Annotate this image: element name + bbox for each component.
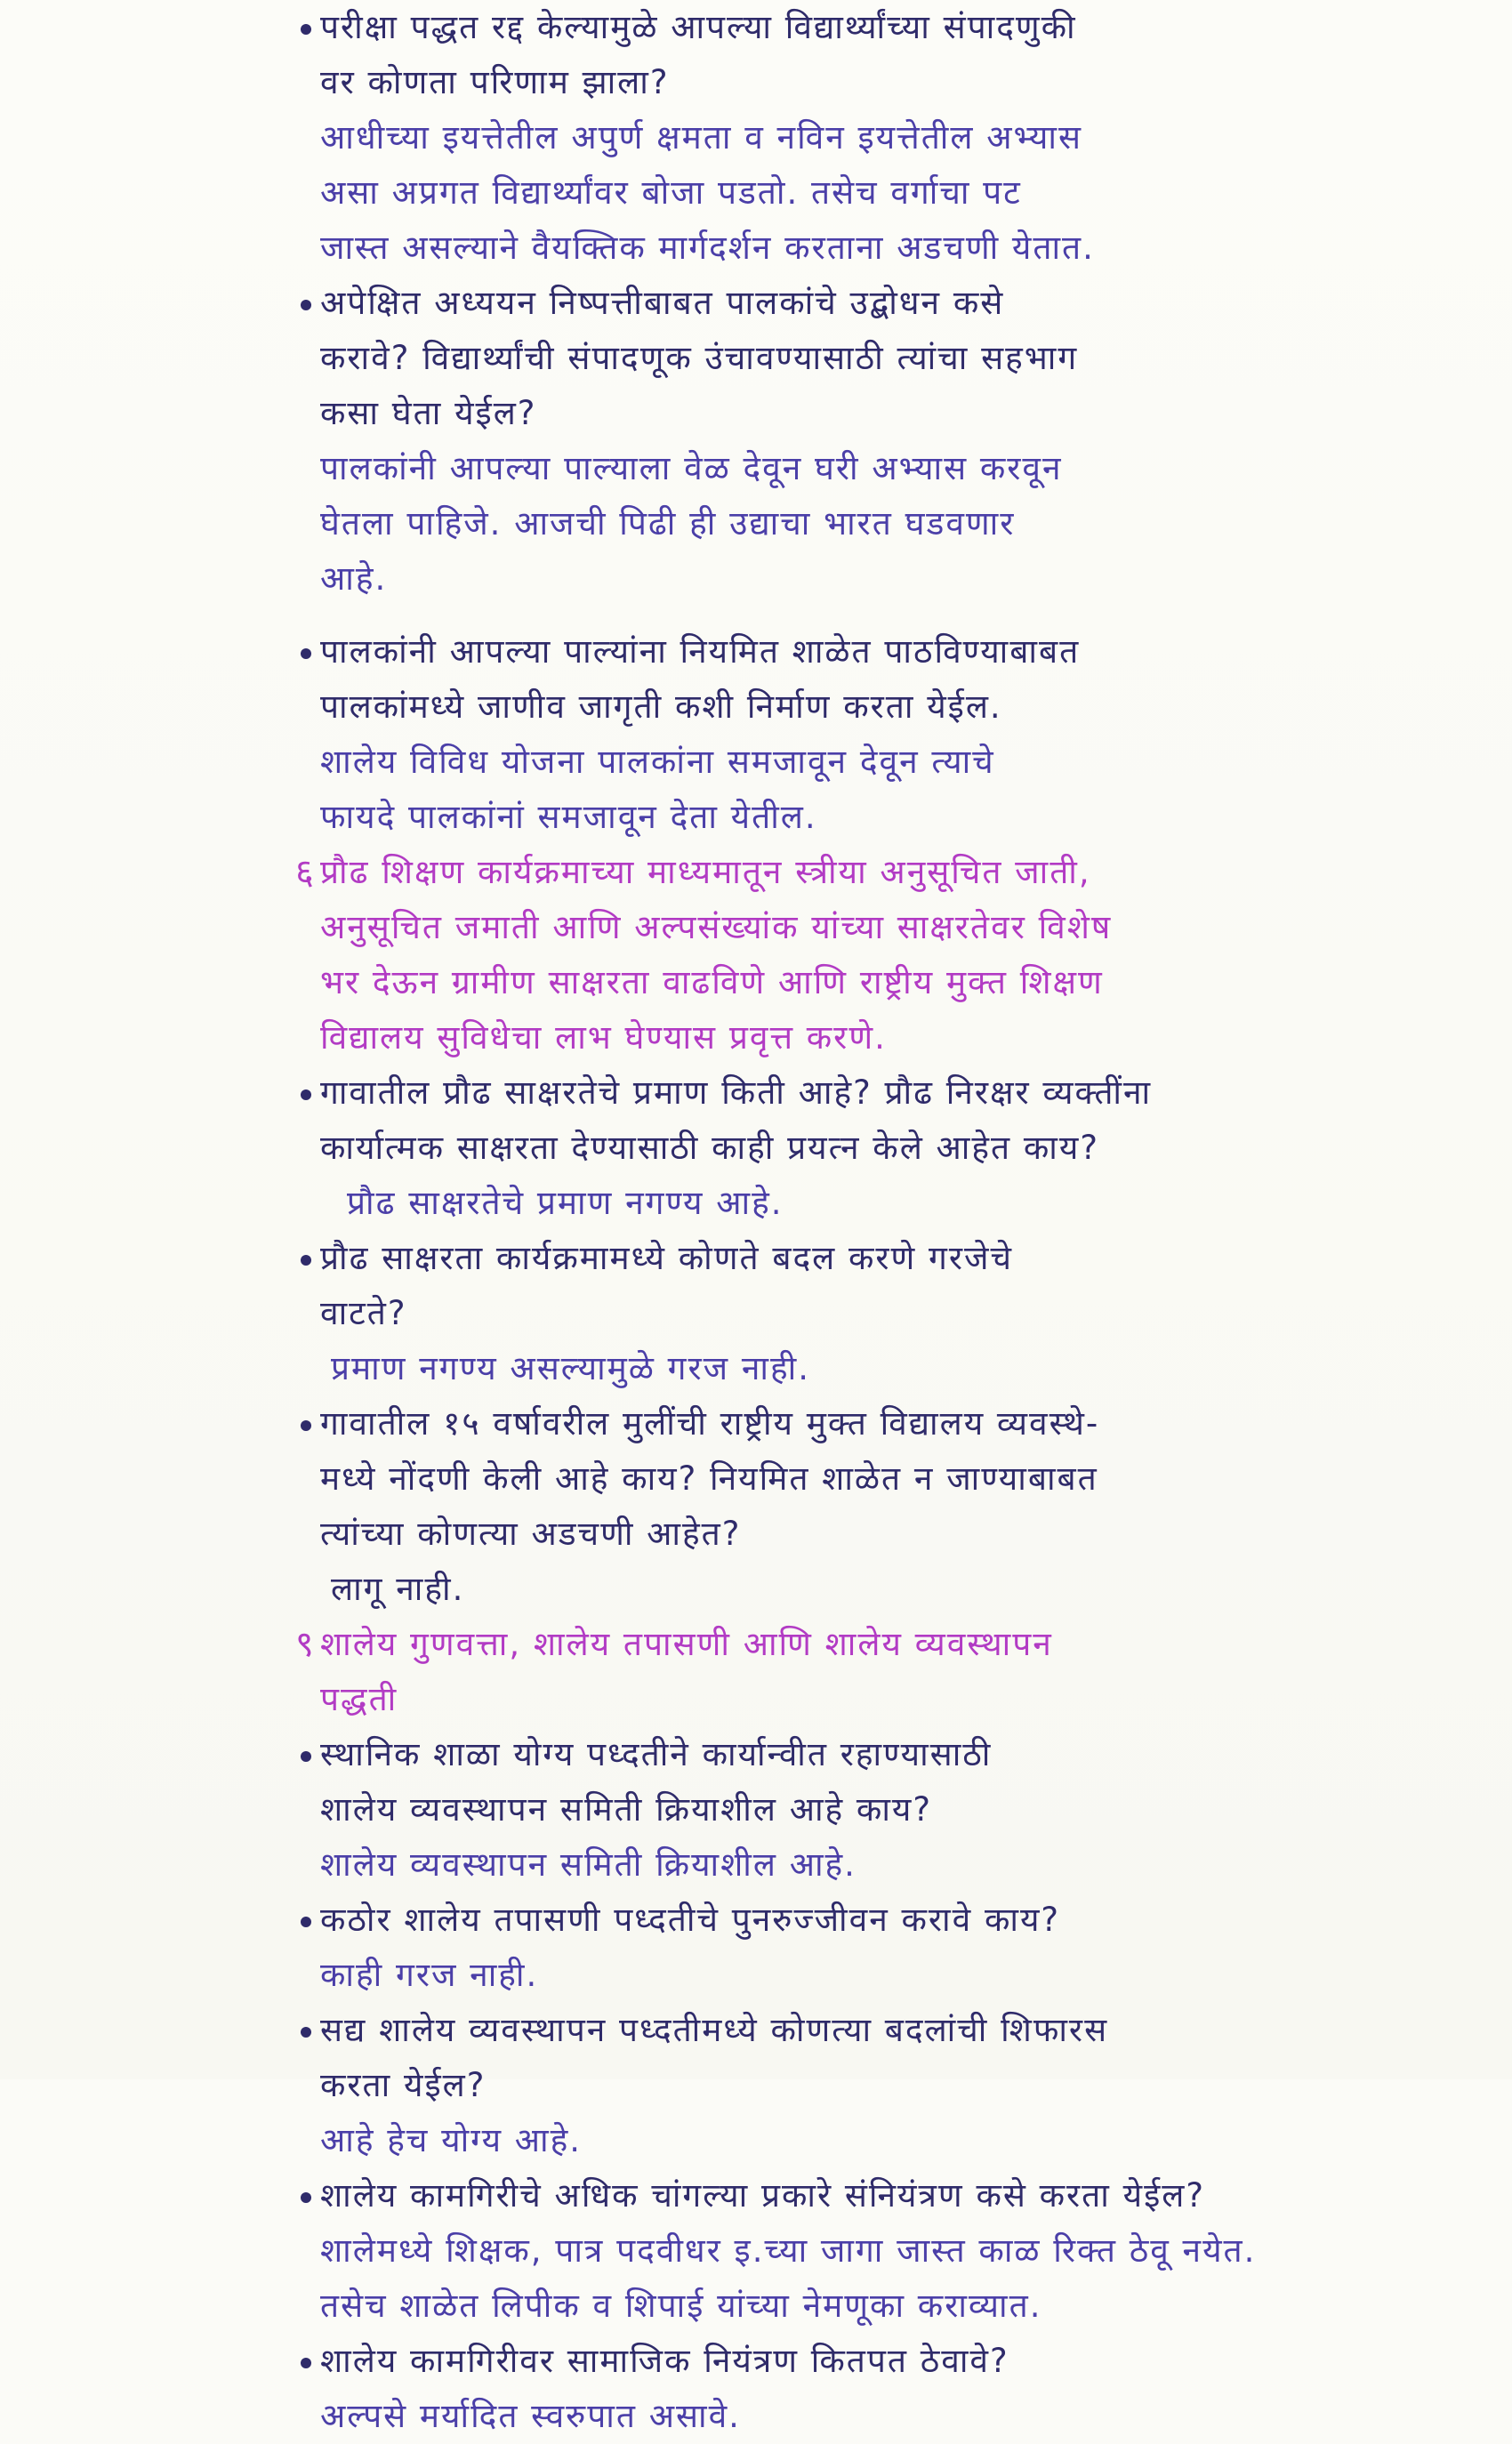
answer-line: [320, 2113, 1485, 2168]
section-heading-line: [295, 1617, 1485, 1672]
line-text: शालेय विविध योजना पालकांना समजावून देवून त्याचे: [320, 743, 995, 781]
question-line: [320, 1286, 1485, 1341]
line-text: मध्ये नोंदणी केली आहे काय? नियमित शाळेत न जाण्याबाबत: [320, 1459, 1098, 1498]
question-line: [320, 1893, 1485, 1948]
answer-line: [320, 1948, 1485, 2003]
question-line: [320, 1451, 1485, 1507]
line-text: अपेक्षित अध्ययन निष्पत्तीबाबत पालकांचे उद्बोधन कसे: [320, 284, 1005, 322]
line-text: आहे.: [320, 559, 388, 598]
question-line: [320, 1562, 1485, 1617]
line-text: वाटते?: [320, 1294, 407, 1332]
line-text: गावातील प्रौढ साक्षरतेचे प्रमाण किती आहे? प्रौढ निरक्षर व्यक्तींना: [320, 1073, 1153, 1112]
line-text: करावे? विद्यार्थ्यांची संपादणूक उंचावण्यासाठी त्यांचा सहभाग: [320, 339, 1079, 377]
bullet-point: [301, 24, 311, 35]
line-text: कठोर शालेय तपासणी पध्दतीचे पुनरुज्जीवन करावे काय?: [320, 1901, 1061, 1939]
line-text: पालकांनी आपल्या पाल्यांना नियमित शाळेत पाठविण्याबाबत: [320, 632, 1081, 671]
question-line: [320, 1782, 1485, 1837]
line-text: कसा घेता येईल?: [320, 394, 537, 432]
question-line: [320, 679, 1485, 735]
line-text: स्थानिक शाळा योग्य पध्दतीने कार्यान्वीत रहाण्यासाठी: [320, 1735, 993, 1773]
line-text: फायदे पालकांनां समजावून देता येतील.: [320, 798, 817, 836]
question-line: [320, 1065, 1485, 1121]
line-text: लागू नाही.: [331, 1570, 465, 1608]
bullet-point: [301, 2358, 311, 2368]
answer-line: [320, 2389, 1485, 2444]
line-text: जास्त असल्याने वैयक्तिक मार्गदर्शन करताना अडचणी येतात.: [320, 229, 1095, 267]
page-content: [295, 0, 1485, 2444]
bullet-point: [301, 1255, 311, 1266]
answer-line: [320, 2279, 1485, 2334]
bullet-point: [301, 2027, 311, 2038]
line-text: आधीच्या इयत्तेतील अपुर्ण क्षमता व नविन इयत्तेतील अभ्यास: [320, 118, 1082, 157]
question-line: [320, 1396, 1485, 1451]
section-number: ६: [295, 852, 316, 893]
question-line: [320, 55, 1485, 110]
line-text: अनुसूचित जमाती आणि अल्पसंख्यांक यांच्या साक्षरतेवर विशेष: [320, 908, 1113, 946]
line-text: आहे हेच योग्य आहे.: [320, 2121, 583, 2159]
bullet-point: [301, 300, 311, 310]
spacer: [320, 607, 1485, 624]
section-number: ९: [295, 1624, 316, 1665]
question-line: [320, 0, 1485, 55]
line-text: शालेमध्ये शिक्षक, पात्र पदवीधर इ.च्या जागा जास्त काळ रिक्त ठेवू नयेत.: [320, 2231, 1257, 2270]
line-text: कार्यात्मक साक्षरता देण्यासाठी काही प्रयत्न केले आहेत काय?: [320, 1129, 1099, 1167]
line-text: काही गरज नाही.: [320, 1956, 539, 1994]
line-text: प्रौढ साक्षरतेचे प्रमाण नगण्य आहे.: [347, 1184, 784, 1222]
bullet-point: [301, 1089, 311, 1100]
line-text: प्रौढ साक्षरता कार्यक्रमामध्ये कोणते बदल करणे गरजेचे: [320, 1239, 1013, 1277]
question-line: [320, 276, 1485, 331]
line-text: पद्धती: [320, 1680, 398, 1718]
question-line: [320, 1121, 1485, 1176]
question-line: [320, 2168, 1485, 2223]
line-text: करता येईल?: [320, 2066, 487, 2104]
answer-line: [320, 735, 1485, 790]
line-text: पालकांमध्ये जाणीव जागृती कशी निर्माण करता येईल.: [320, 687, 1002, 726]
section-heading-line: [320, 1672, 1485, 1727]
line-text: पालकांनी आपल्या पाल्याला वेळ देवून घरी अभ्यास करवून: [320, 449, 1063, 487]
line-text: घेतला पाहिजे. आजची पिढी ही उद्याचा भारत घडवणार: [320, 504, 1016, 543]
line-text: प्रौढ शिक्षण कार्यक्रमाच्या माध्यमातून स्त्रीया अनुसूचित जाती,: [320, 853, 1091, 891]
line-text: त्यांच्या कोणत्या अडचणी आहेत?: [320, 1515, 742, 1553]
line-text: शालेय व्यवस्थापन समिती क्रियाशील आहे काय?: [320, 1790, 933, 1829]
bullet-point: [301, 2192, 311, 2203]
answer-line: [320, 221, 1485, 276]
question-line: [320, 624, 1485, 679]
line-text: सद्य शालेय व्यवस्थापन पध्दतीमध्ये कोणत्या बदलांची शिफारस: [320, 2011, 1109, 2049]
question-line: [320, 1507, 1485, 1562]
answer-line: [320, 551, 1485, 607]
answer-line: [320, 165, 1485, 221]
answer-line: [320, 110, 1485, 165]
line-text: शालेय कामगिरीवर सामाजिक नियंत्रण कितपत ठेवावे?: [320, 2342, 1009, 2380]
line-text: शालेय कामगिरीचे अधिक चांगल्या प्रकारे संनियंत्रण कसे करता येईल?: [320, 2176, 1205, 2215]
bullet-point: [301, 1751, 311, 1762]
line-text: वर कोणता परिणाम झाला?: [320, 63, 670, 101]
question-line: [320, 1231, 1485, 1286]
line-text: प्रमाण नगण्य असल्यामुळे गरज नाही.: [331, 1349, 810, 1387]
line-text: भर देऊन ग्रामीण साक्षरता वाढविणे आणि राष्ट्रीय मुक्त शिक्षण: [320, 963, 1104, 1001]
question-line: [320, 1727, 1485, 1782]
answer-line: [320, 790, 1485, 845]
line-text: परीक्षा पद्धत रद्द केल्यामुळे आपल्या विद्यार्थ्यांच्या संपादणुकी: [320, 8, 1077, 46]
section-heading-line: [320, 955, 1485, 1010]
line-text: तसेच शाळेत लिपीक व शिपाई यांच्या नेमणूका कराव्यात.: [320, 2287, 1042, 2325]
question-line: [320, 2058, 1485, 2113]
answer-line: [320, 1837, 1485, 1893]
line-text: शालेय व्यवस्थापन समिती क्रियाशील आहे.: [320, 1845, 857, 1884]
line-text: गावातील १५ वर्षावरील मुलींची राष्ट्रीय मुक्त विद्यालय व्यवस्थे-: [320, 1404, 1100, 1443]
answer-line: [320, 441, 1485, 496]
bullet-point: [301, 1420, 311, 1431]
line-text: असा अप्रगत विद्यार्थ्यांवर बोजा पडतो. तसेच वर्गाचा पट: [320, 173, 1022, 212]
answer-line: [320, 1176, 1485, 1231]
section-heading-line: [295, 845, 1485, 900]
answer-line: [320, 1341, 1485, 1396]
question-line: [320, 386, 1485, 441]
bullet-point: [301, 648, 311, 659]
question-line: [320, 331, 1485, 386]
answer-line: [320, 496, 1485, 551]
line-text: अल्पसे मर्यादित स्वरुपात असावे.: [320, 2397, 741, 2435]
question-line: [320, 2334, 1485, 2389]
bullet-point: [301, 1917, 311, 1927]
question-line: [320, 2003, 1485, 2058]
line-text: शालेय गुणवत्ता, शालेय तपासणी आणि शालेय व्यवस्थापन: [320, 1625, 1053, 1663]
line-text: विद्यालय सुविधेचा लाभ घेण्यास प्रवृत्त करणे.: [320, 1018, 887, 1057]
section-heading-line: [320, 1010, 1485, 1065]
section-heading-line: [320, 900, 1485, 955]
answer-line: [320, 2223, 1485, 2279]
